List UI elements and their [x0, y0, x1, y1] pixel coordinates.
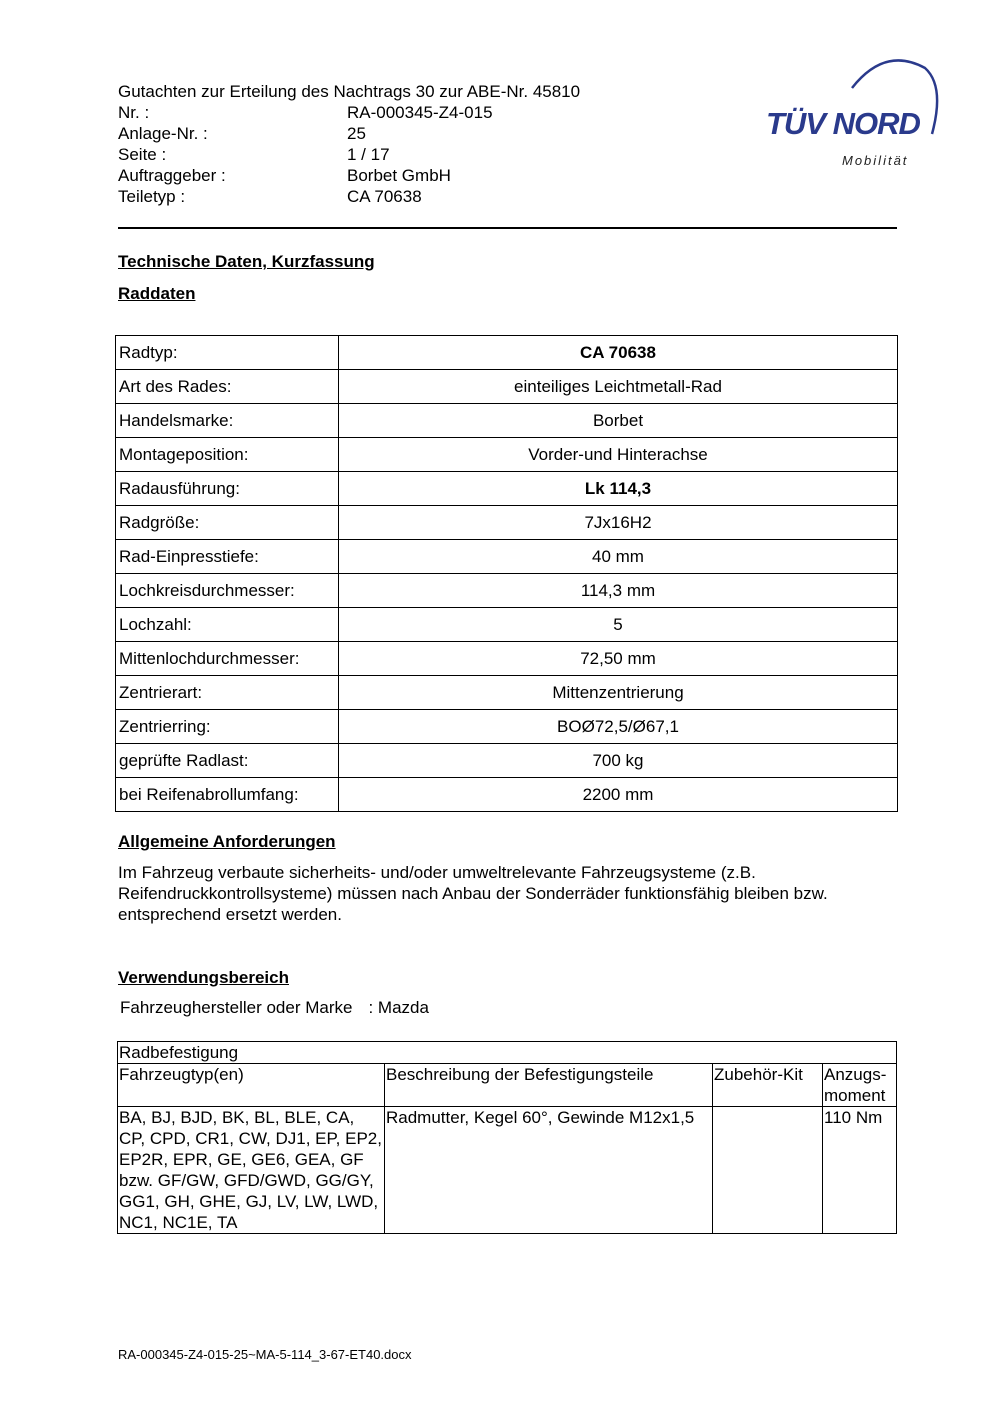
column-header: Zubehör-Kit — [713, 1064, 823, 1107]
header-row-seite — [118, 144, 580, 165]
header-row-auftraggeber — [118, 165, 580, 186]
hersteller-line — [120, 998, 429, 1018]
row-value: BOØ72,5/Ø67,1 — [339, 710, 898, 744]
header-key: Nr. : — [118, 103, 150, 122]
header-row-anlage — [118, 123, 580, 144]
header-row-teiletyp — [118, 186, 580, 207]
header-key: Seite : — [118, 145, 167, 164]
logo-subtitle: Mobilität — [842, 153, 909, 168]
table-row — [116, 778, 898, 812]
row-label: Mittenlochdurchmesser: — [116, 642, 339, 676]
logo-brand: TÜV NORD — [766, 106, 920, 141]
row-value: 7Jx16H2 — [339, 506, 898, 540]
row-label: Radtyp: — [116, 336, 339, 370]
table-row — [116, 608, 898, 642]
row-value: Mittenzentrierung — [339, 676, 898, 710]
radbefestigung-table — [117, 1041, 897, 1234]
header-key: Teiletyp : — [118, 187, 186, 206]
heading-allgemeine-anforderungen: Allgemeine Anforderungen — [118, 832, 336, 851]
row-label: geprüfte Radlast: — [116, 744, 339, 778]
row-value: 114,3 mm — [339, 574, 898, 608]
row-label: Rad-Einpresstiefe: — [116, 540, 339, 574]
column-header: Fahrzeugtyp(en) — [118, 1064, 385, 1107]
table-row — [116, 540, 898, 574]
row-value: 5 — [339, 608, 898, 642]
row-value: 72,50 mm — [339, 642, 898, 676]
tuv-nord-logo — [760, 56, 945, 171]
table-row — [116, 642, 898, 676]
raddaten-table — [115, 335, 898, 812]
row-value: Borbet — [339, 404, 898, 438]
header-divider — [118, 227, 897, 229]
table-header-row — [118, 1064, 897, 1107]
table-title: Radbefestigung — [118, 1042, 897, 1064]
cell-anzugsmoment: 110 Nm — [823, 1107, 897, 1234]
table-title-row — [118, 1042, 897, 1064]
header-row-nr — [118, 102, 580, 123]
row-label: Radausführung: — [116, 472, 339, 506]
row-label: bei Reifenabrollumfang: — [116, 778, 339, 812]
row-label: Art des Rades: — [116, 370, 339, 404]
table-row — [116, 744, 898, 778]
document-title: Gutachten zur Erteilung des Nachtrags 30 zur ABE-Nr. 45810 — [118, 82, 581, 101]
row-value: Vorder-und Hinterachse — [339, 438, 898, 472]
table-row — [116, 404, 898, 438]
header-value: Borbet GmbH — [347, 166, 451, 185]
heading-verwendungsbereich: Verwendungsbereich — [118, 968, 289, 987]
table-row — [116, 710, 898, 744]
table-row — [116, 472, 898, 506]
table-row — [116, 438, 898, 472]
heading-raddaten: Raddaten — [118, 284, 196, 303]
heading-technische-daten: Technische Daten, Kurzfassung — [118, 252, 375, 271]
table-row — [116, 574, 898, 608]
table-row — [118, 1107, 897, 1234]
table-row — [116, 506, 898, 540]
column-header: Anzugs-moment — [823, 1064, 897, 1107]
hersteller-separator: : — [368, 998, 374, 1017]
header-key: Auftraggeber : — [118, 166, 226, 185]
row-value: einteiliges Leichtmetall-Rad — [339, 370, 898, 404]
row-value: 40 mm — [339, 540, 898, 574]
row-value: 700 kg — [339, 744, 898, 778]
document-header — [118, 81, 580, 207]
allgemein-paragraph: Im Fahrzeug verbaute sicherheits- und/oder umweltrelevante Fahrzeugsysteme (z.B. Reifendruckkontrollsysteme) müssen nach Anbau der Sonderräder funktionsfähig bleiben bzw. entsprechend ersetzt werden. — [118, 863, 828, 924]
row-value: Lk 114,3 — [339, 472, 898, 506]
hersteller-label: Fahrzeughersteller oder Marke — [120, 998, 353, 1017]
row-label: Montageposition: — [116, 438, 339, 472]
column-header: Beschreibung der Befestigungsteile — [385, 1064, 713, 1107]
header-key: Anlage-Nr. : — [118, 124, 208, 143]
header-value: 1 / 17 — [347, 145, 390, 164]
table-row — [116, 370, 898, 404]
row-label: Lochzahl: — [116, 608, 339, 642]
row-label: Handelsmarke: — [116, 404, 339, 438]
row-label: Zentrierart: — [116, 676, 339, 710]
document-footer: RA-000345-Z4-015-25~MA-5-114_3-67-ET40.docx — [118, 1347, 412, 1362]
row-value: 2200 mm — [339, 778, 898, 812]
row-label: Lochkreisdurchmesser: — [116, 574, 339, 608]
cell-beschreibung: Radmutter, Kegel 60°, Gewinde M12x1,5 — [385, 1107, 713, 1234]
table-row — [116, 676, 898, 710]
header-value: RA-000345-Z4-015 — [347, 103, 493, 122]
header-value: 25 — [347, 124, 366, 143]
header-value: CA 70638 — [347, 187, 422, 206]
row-value: CA 70638 — [339, 336, 898, 370]
cell-fahrzeugtypen: BA, BJ, BJD, BK, BL, BLE, CA, CP, CPD, CR1, CW, DJ1, EP, EP2, EP2R, EPR, GE, GE6, GEA, GF bzw. GF/GW, GFD/GWD, GG/GY, GG1, GH, GHE, GJ, LV, LW, LWD, NC1, NC1E, TA — [118, 1107, 385, 1234]
table-row — [116, 336, 898, 370]
row-label: Radgröße: — [116, 506, 339, 540]
row-label: Zentrierring: — [116, 710, 339, 744]
cell-zubehoer-kit — [713, 1107, 823, 1234]
hersteller-value: Mazda — [377, 998, 429, 1017]
